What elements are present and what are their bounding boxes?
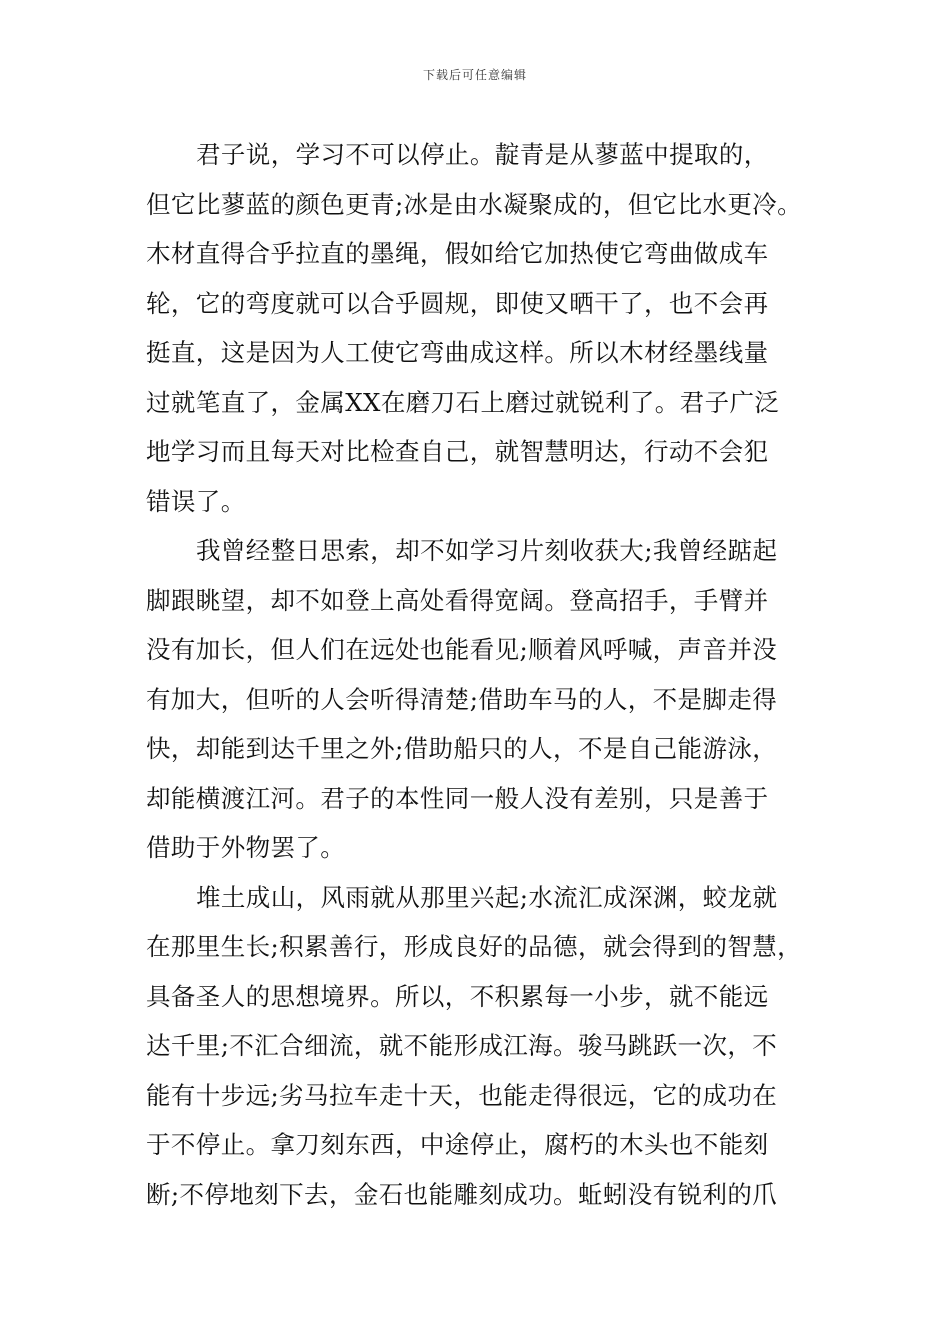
text-line: 木材直得合乎拉直的墨绳，假如给它加热使它弯曲做成车 <box>146 239 769 268</box>
text-line: 没有加长，但人们在远处也能看见;顺着风呼喊，声音并没 <box>146 635 778 664</box>
text-line: 具备圣人的思想境界。所以，不积累每一小步，就不能远 <box>146 981 769 1011</box>
text-line: 过就笔直了，金属XX在磨刀石上磨过就锐利了。君子广泛 <box>146 387 780 417</box>
text-line: 轮，它的弯度就可以合乎圆规，即使又晒干了，也不会再 <box>146 288 769 318</box>
text-line: 有加大，但听的人会听得清楚;借助车马的人，不是脚走得 <box>146 684 778 714</box>
text-line: 堆土成山，风雨就从那里兴起;水流汇成深渊，蛟龙就 <box>196 882 778 912</box>
text-line: 挺直，这是因为人工使它弯曲成这样。所以木材经墨线量 <box>146 338 769 367</box>
text-line: 脚跟眺望，却不如登上高处看得宽阔。登高招手，手臂并 <box>146 585 769 615</box>
text-line: 借助于外物罢了。 <box>146 833 346 862</box>
text-line: 却能横渡江河。君子的本性同一般人没有差别，只是善于 <box>146 783 769 813</box>
text-line: 能有十步远;劣马拉车走十天，也能走得很远，它的成功在 <box>146 1080 778 1110</box>
text-line: 我曾经整日思索，却不如学习片刻收获大;我曾经踮起 <box>196 536 778 565</box>
text-line: 错误了。 <box>146 486 246 516</box>
text-line: 断;不停地刻下去，金石也能雕刻成功。蚯蚓没有锐利的爪 <box>146 1179 778 1209</box>
text-line: 在那里生长;积累善行，形成良好的品德，就会得到的智慧， <box>146 932 803 961</box>
document-body <box>146 130 836 1219</box>
page-header: 下载后可任意编辑 <box>422 68 527 82</box>
text-line: 于不停止。拿刀刻东西，中途停止，腐朽的木头也不能刻 <box>146 1130 769 1159</box>
text-line: 快，却能到达千里之外;借助船只的人，不是自己能游泳， <box>146 734 778 763</box>
text-line: 但它比蓼蓝的颜色更青;冰是由水凝聚成的，但它比水更冷。 <box>146 189 803 219</box>
text-line: 地学习而且每天对比检查自己，就智慧明达，行动不会犯 <box>146 437 769 466</box>
text-line: 君子说，学习不可以停止。靛青是从蓼蓝中提取的， <box>196 140 769 169</box>
text-line: 达千里;不汇合细流，就不能形成江海。骏马跳跃一次，不 <box>146 1031 778 1060</box>
